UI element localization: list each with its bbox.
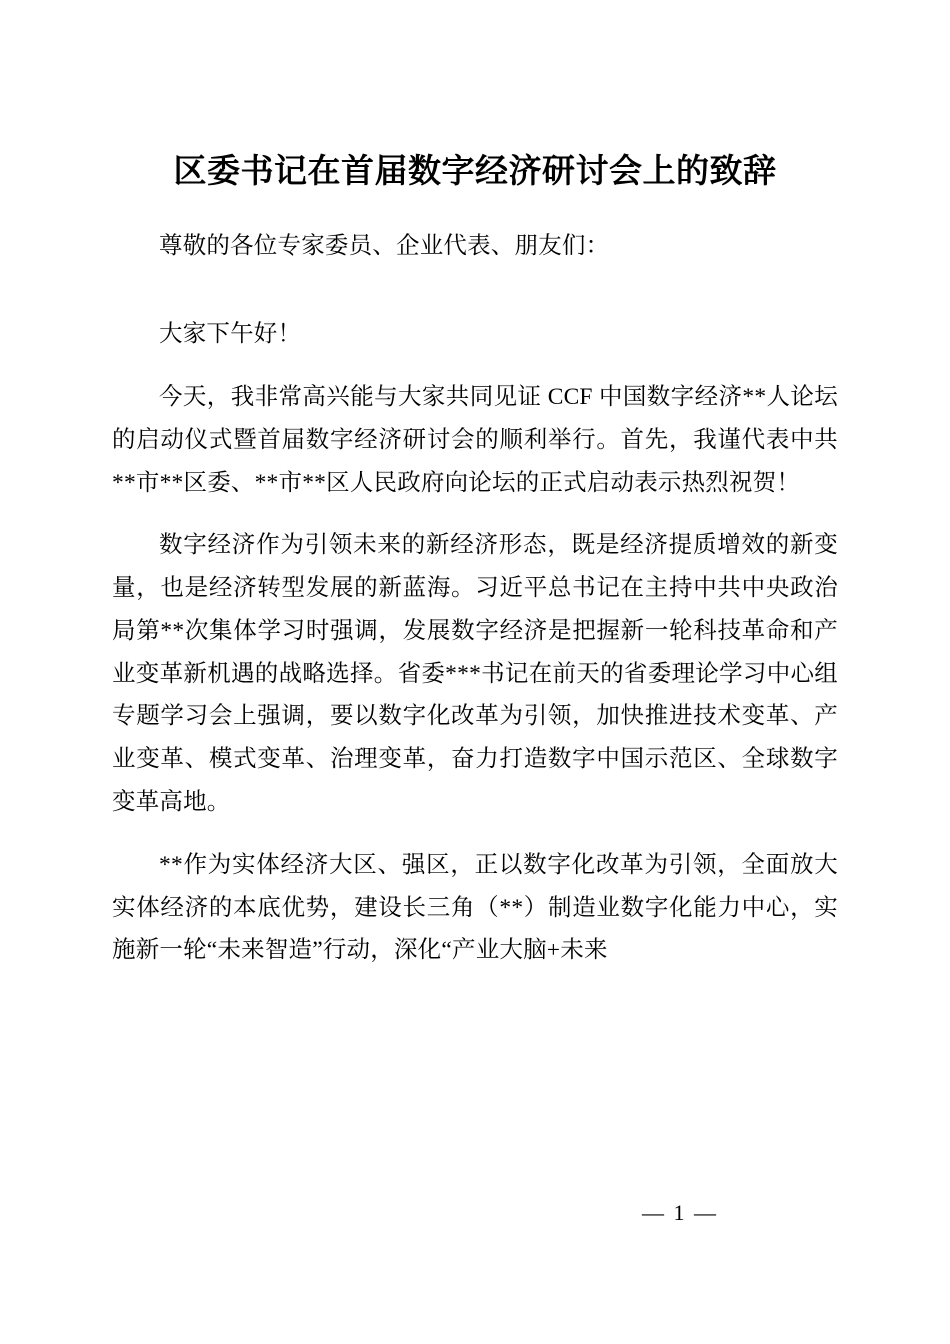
page-footer [0, 1200, 950, 1226]
greeting-paragraph: 大家下午好！ [159, 321, 302, 348]
body-paragraph-1: 今天，我非常高兴能与大家共同见证 CCF 中国数字经济**人论坛的启动仪式暨首届数字经济研讨会的顺利举行。首先，我谨代表中共**市**区委、**市**区人民政府向论坛的正式启动表示热烈祝贺！ [112, 384, 838, 496]
salutation-paragraph: 尊敬的各位专家委员、企业代表、朋友们： [159, 232, 610, 259]
page-title: 区委书记在首届数字经济研讨会上的致辞 [173, 154, 777, 190]
paragraph-spacer [112, 287, 838, 313]
body-paragraph-2: 数字经济作为引领未来的新经济形态，既是经济提质增效的新变量，也是经济转型发展的新蓝海。习近平总书记在主持中共中央政治局第**次集体学习时强调，发展数字经济是把握新一轮科技革命和产业变革新机遇的战略选择。省委***书记在前天的省委理论学习中心组专题学习会上强调，要以数字化改革为引领，加快推进技术变革、产业变革、模式变革、治理变革，奋力打造数字中国示范区、全球数字变革高地。 [112, 532, 838, 815]
body-paragraph-3: **作为实体经济大区、强区，正以数字化改革为引领，全面放大实体经济的本底优势，建设长三角（**）制造业数字化能力中心，实施新一轮“未来智造”行动，深化“产业大脑+未来 [112, 851, 838, 964]
page-number: — 1 — [642, 1200, 718, 1225]
